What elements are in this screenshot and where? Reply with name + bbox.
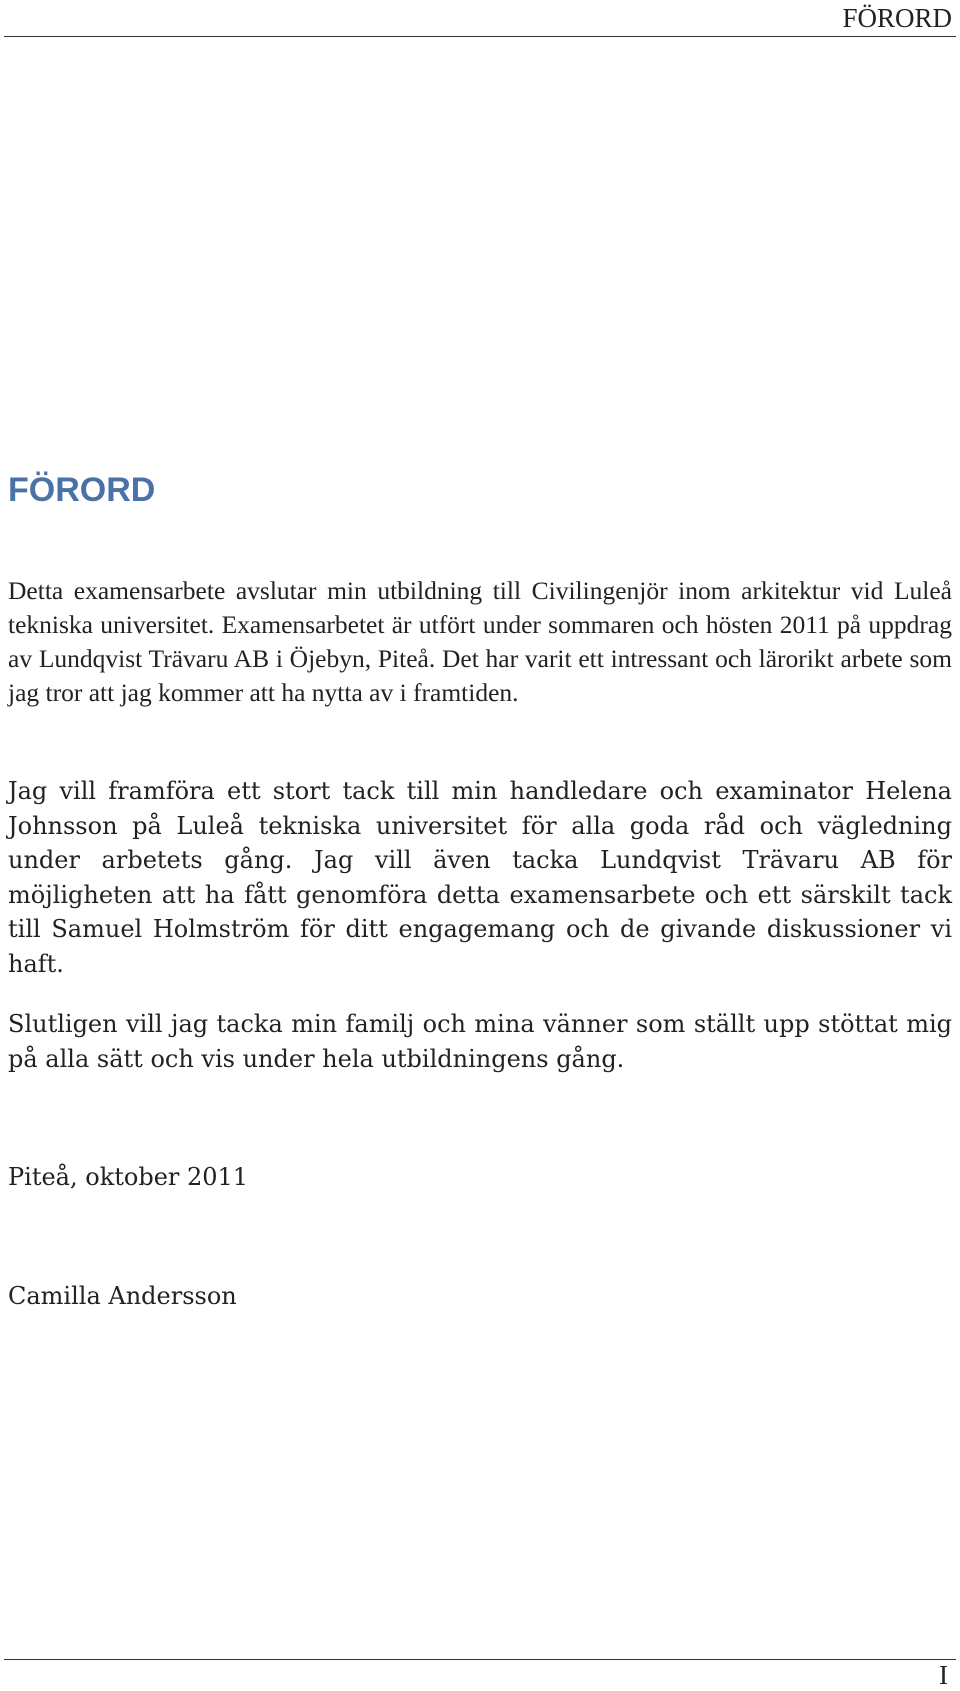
author-signature: Camilla Andersson	[8, 1282, 237, 1310]
paragraph-family-thanks: Slutligen vill jag tacka min familj och mina vänner som ställt upp stöttat mig på alla sätt och vis under hela utbildningens gång.	[8, 1010, 952, 1073]
running-header-title: FÖRORD	[842, 3, 952, 33]
page-number: I	[939, 1660, 948, 1690]
place-date: Piteå, oktober 2011	[8, 1163, 249, 1191]
paragraph-intro: Detta examensarbete avslutar min utbildning till Civilingenjör inom arkitektur vid Luleå tekniska universitet. Examensarbetet är utfört under sommaren och hösten 2011 på uppdrag av Lundqvist Trävaru AB i Öjebyn, Piteå. Det har varit ett intressant och lärorikt arbete som jag tror att jag kommer att ha nytta av i framtiden.	[8, 576, 952, 707]
footer-rule	[4, 1659, 956, 1660]
section-title: FÖRORD	[8, 471, 156, 509]
header-rule	[4, 36, 956, 37]
paragraph-acknowledgements: Jag vill framföra ett stort tack till min handledare och examinator Helena Johnsson på Luleå tekniska universitet för alla goda råd och vägledning under arbetets gång. Jag vill även tacka Lundqvist Trävaru AB för möjligheten att ha fått genomföra detta examensarbete och ett särskilt tack till Samuel Holmström för ditt engagemang och de givande diskussioner vi haft.	[8, 777, 952, 978]
running-header	[0, 0, 960, 38]
